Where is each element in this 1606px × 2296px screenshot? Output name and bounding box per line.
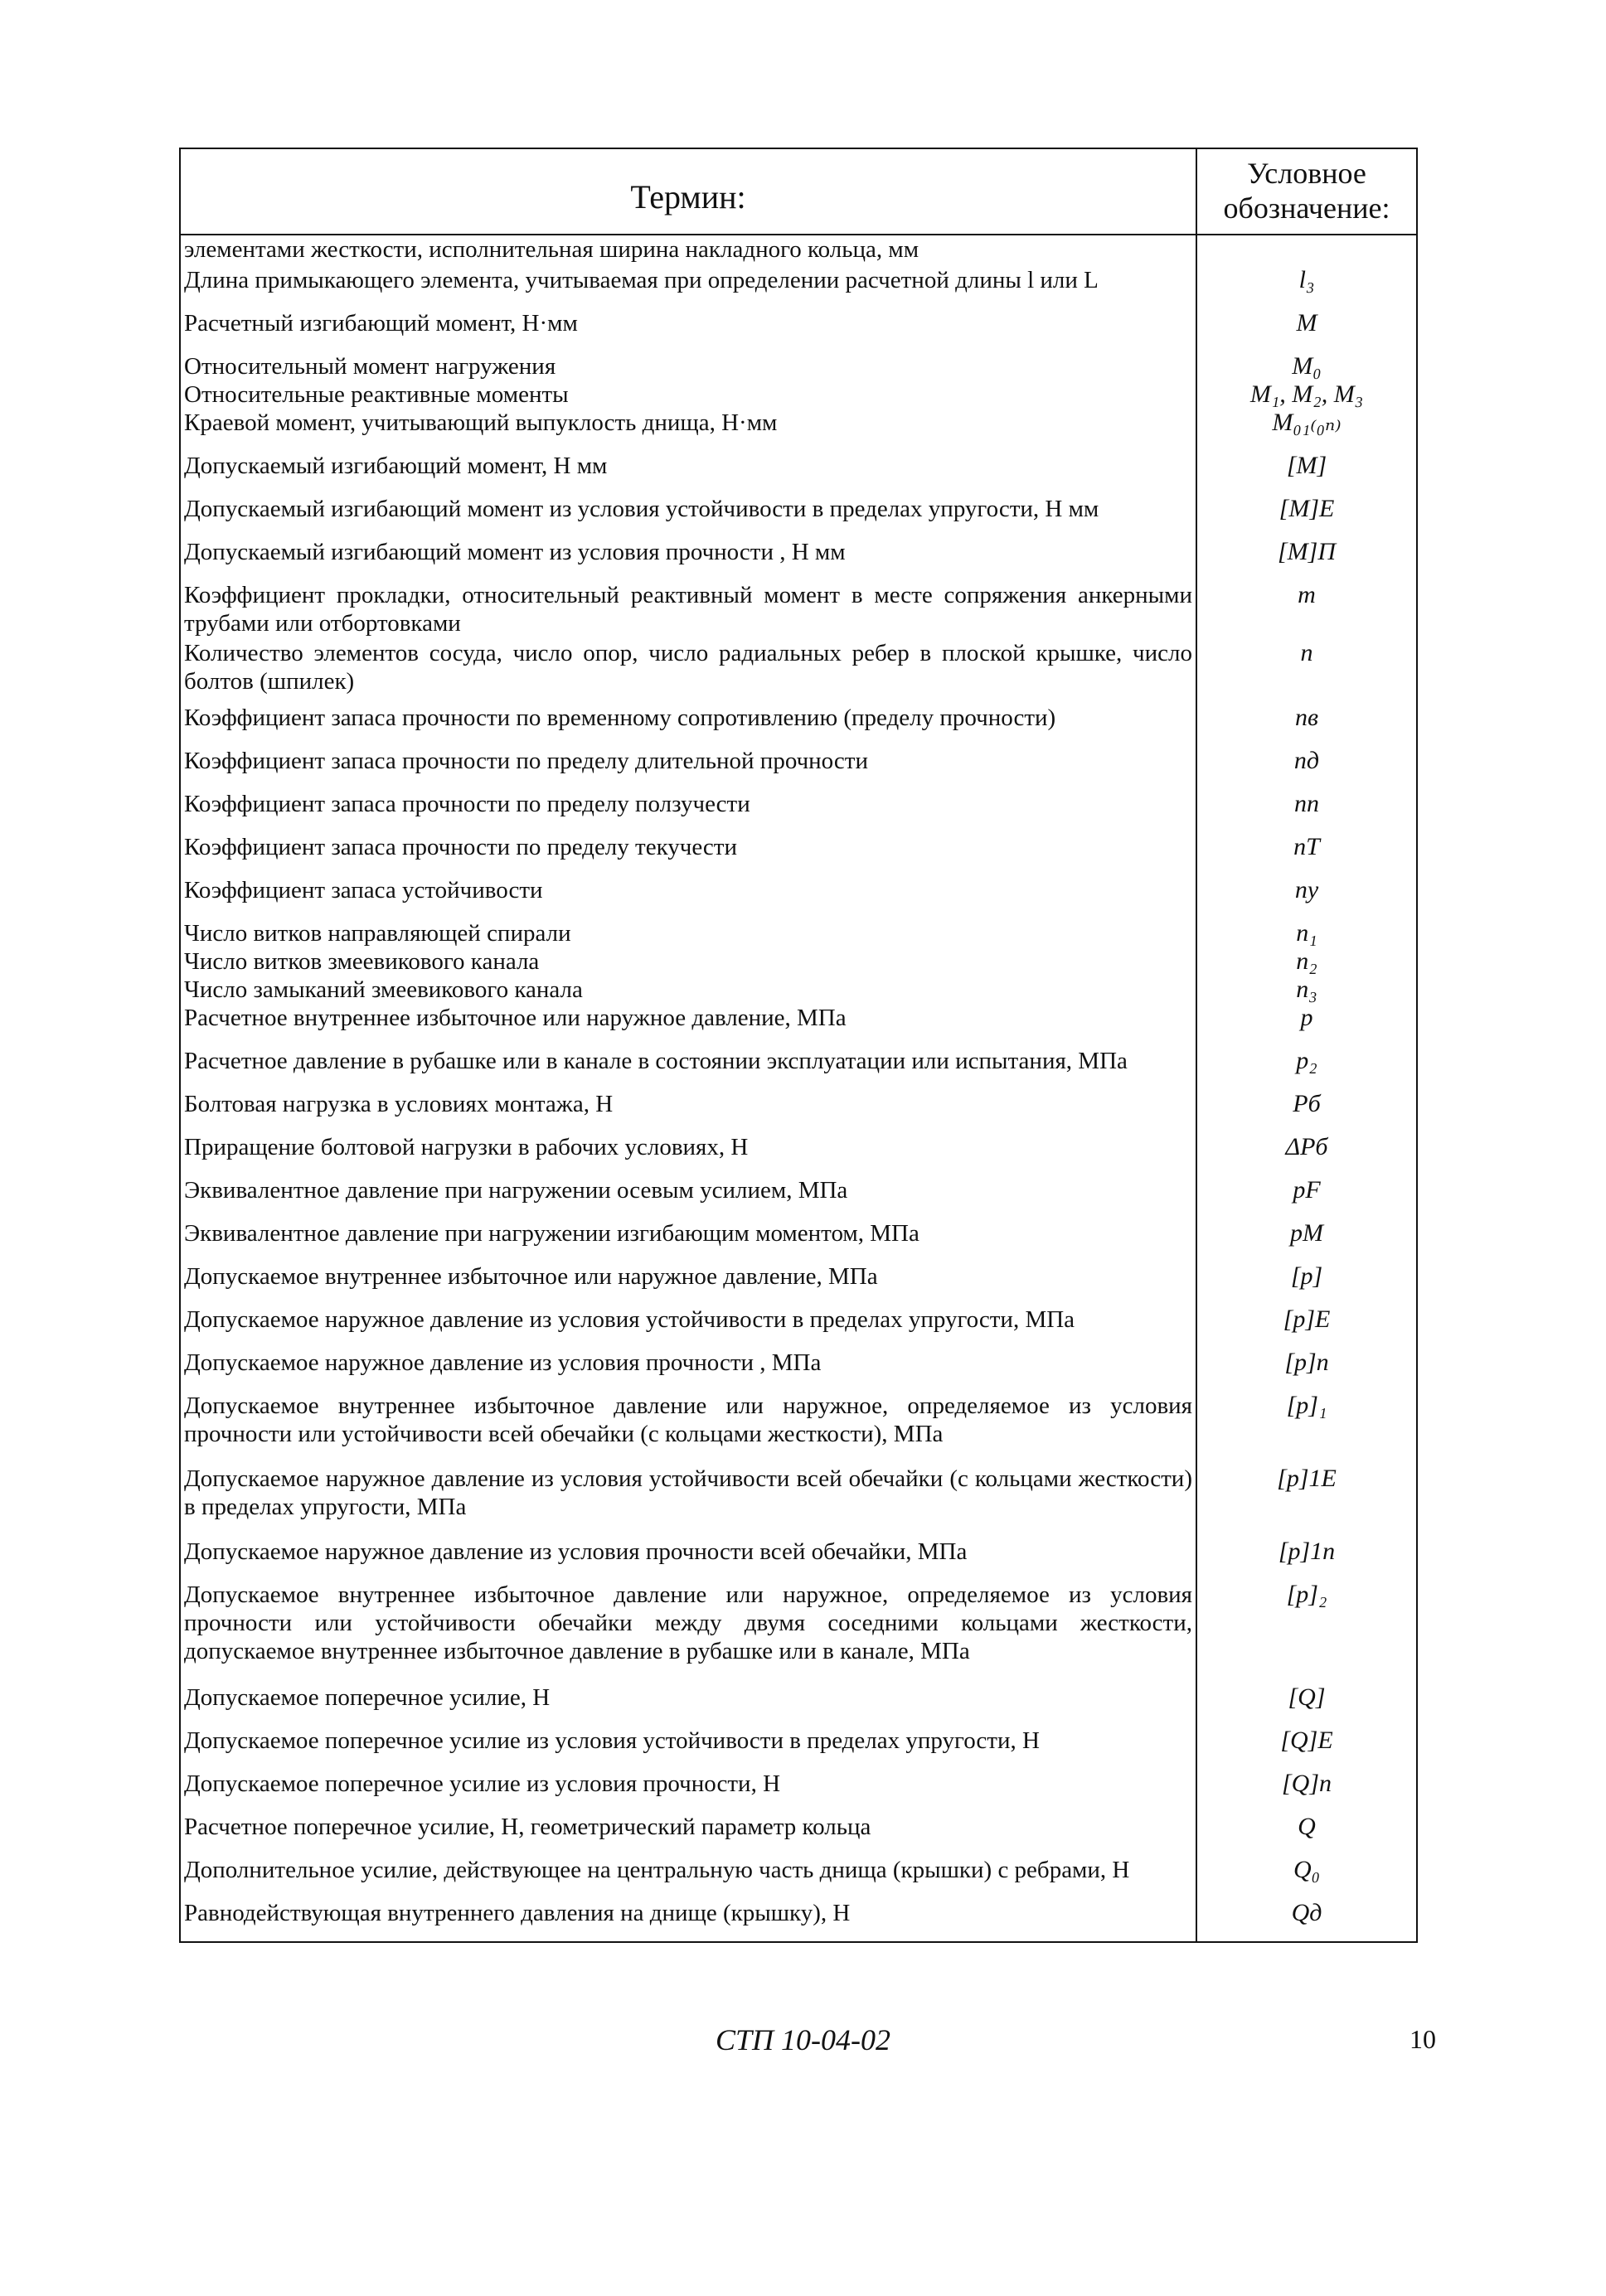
table-row [180, 1133, 1417, 1176]
table-row [180, 1349, 1417, 1392]
table-row [180, 495, 1417, 538]
table-row [180, 639, 1417, 704]
table-row [180, 409, 1417, 452]
document-code: СТП 10-04-02 [715, 2023, 890, 2056]
term-cell: Допускаемое внутреннее избыточное или наружное давление, МПа [180, 1262, 1196, 1305]
term-cell: Приращение болтовой нагрузки в рабочих условиях, Н [180, 1133, 1196, 1176]
symbol-cell: M₀ [1196, 352, 1417, 380]
header-symbol-line2: обозначение: [1223, 191, 1390, 225]
symbol-cell: [p] [1196, 1262, 1417, 1305]
symbol-cell: [Q] [1196, 1683, 1417, 1727]
symbol-cell: p [1196, 1004, 1417, 1047]
table-row [180, 1727, 1417, 1770]
symbol-cell: p₂ [1196, 1047, 1417, 1090]
table-row [180, 976, 1417, 1004]
table-row [180, 947, 1417, 976]
table-row [180, 1090, 1417, 1133]
term-cell: элементами жесткости, исполнительная ширина накладного кольца, мм [180, 235, 1196, 266]
symbol-cell: m [1196, 581, 1417, 639]
symbol-cell: M₀₁₍₀ₙ₎ [1196, 409, 1417, 452]
symbol-cell: nT [1196, 833, 1417, 876]
table-row [180, 1219, 1417, 1262]
table-row [180, 1392, 1417, 1465]
symbol-cell: [p]₂ [1196, 1581, 1417, 1683]
table-row [180, 538, 1417, 581]
table-row [180, 704, 1417, 747]
symbol-cell: n₂ [1196, 947, 1417, 976]
symbol-cell: Pб [1196, 1090, 1417, 1133]
term-cell: Коэффициент запаса прочности по пределу текучести [180, 833, 1196, 876]
term-cell: Число замыканий змеевикового канала [180, 976, 1196, 1004]
table-row [180, 1047, 1417, 1090]
table-row [180, 1899, 1417, 1942]
symbol-cell: M₁, M₂, M₃ [1196, 380, 1417, 409]
table-body [180, 235, 1417, 1942]
term-cell: Краевой момент, учитывающий выпуклость днища, Н·мм [180, 409, 1196, 452]
term-cell: Расчетный изгибающий момент, Н·мм [180, 309, 1196, 352]
term-cell: Длина примыкающего элемента, учитываемая при определении расчетной длины l или L [180, 266, 1196, 309]
table-row [180, 266, 1417, 309]
symbol-cell: Qд [1196, 1899, 1417, 1942]
term-cell: Число витков змеевикового канала [180, 947, 1196, 976]
symbol-cell: [M]П [1196, 538, 1417, 581]
term-cell: Равнодействующая внутреннего давления на днище (крышку), Н [180, 1899, 1196, 1942]
header-symbol-line1: Условное [1247, 157, 1366, 190]
symbol-cell: [M] [1196, 452, 1417, 495]
term-cell: Относительный момент нагружения [180, 352, 1196, 380]
term-cell: Число витков направляющей спирали [180, 919, 1196, 947]
table-row [180, 747, 1417, 790]
term-cell: Расчетное поперечное усилие, Н, геометрический параметр кольца [180, 1813, 1196, 1856]
term-cell: Допускаемый изгибающий момент, Н мм [180, 452, 1196, 495]
symbol-cell: n₁ [1196, 919, 1417, 947]
term-cell: Эквивалентное давление при нагружении осевым усилием, МПа [180, 1176, 1196, 1219]
symbol-cell: pM [1196, 1219, 1417, 1262]
term-cell: Коэффициент прокладки, относительный реактивный момент в месте сопряжения анкерными трубами или отбортовками [180, 581, 1196, 639]
symbol-cell: n₃ [1196, 976, 1417, 1004]
term-cell: Допускаемое наружное давление из условия устойчивости всей обечайки (с кольцами жесткости) в пределах упругости, МПа [180, 1465, 1196, 1538]
symbol-cell: ΔPб [1196, 1133, 1417, 1176]
table-row [180, 1856, 1417, 1899]
table-row [180, 1538, 1417, 1581]
table-row [180, 790, 1417, 833]
term-cell: Допускаемый изгибающий момент из условия устойчивости в пределах упругости, Н мм [180, 495, 1196, 538]
term-cell: Допускаемое поперечное усилие из условия устойчивости в пределах упругости, Н [180, 1727, 1196, 1770]
term-cell: Допускаемое наружное давление из условия устойчивости в пределах упругости, МПа [180, 1305, 1196, 1349]
term-cell: Дополнительное усилие, действующее на центральную часть днища (крышки) с ребрами, Н [180, 1856, 1196, 1899]
table-row [180, 919, 1417, 947]
symbol-cell: nу [1196, 876, 1417, 919]
symbol-cell: M [1196, 309, 1417, 352]
term-cell: Допускаемое наружное давление из условия прочности , МПа [180, 1349, 1196, 1392]
table-row [180, 352, 1417, 380]
term-cell: Допускаемое внутреннее избыточное давление или наружное, определяемое из условия прочности или устойчивости всей обечайки (с кольцами жесткости), МПа [180, 1392, 1196, 1465]
symbol-cell: l₃ [1196, 266, 1417, 309]
page-number: 10 [1409, 2024, 1436, 2054]
symbol-cell: nп [1196, 790, 1417, 833]
term-cell: Коэффициент запаса прочности по временному сопротивлению (пределу прочности) [180, 704, 1196, 747]
term-cell: Относительные реактивные моменты [180, 380, 1196, 409]
header-term: Термин: [180, 148, 1196, 235]
symbol-cell: [p]E [1196, 1305, 1417, 1349]
term-cell: Допускаемое поперечное усилие из условия прочности, Н [180, 1770, 1196, 1813]
term-cell: Эквивалентное давление при нагружении изгибающим моментом, МПа [180, 1219, 1196, 1262]
symbol-cell: n [1196, 639, 1417, 704]
symbol-cell: nв [1196, 704, 1417, 747]
table-row [180, 235, 1417, 266]
symbol-cell: [p]1п [1196, 1538, 1417, 1581]
table-row [180, 1262, 1417, 1305]
symbol-cell: [Q]E [1196, 1727, 1417, 1770]
symbol-cell: pF [1196, 1176, 1417, 1219]
term-cell: Допускаемый изгибающий момент из условия прочности , Н мм [180, 538, 1196, 581]
header-symbol [1196, 148, 1417, 235]
term-cell: Расчетное внутреннее избыточное или наружное давление, МПа [180, 1004, 1196, 1047]
symbol-cell: [p]п [1196, 1349, 1417, 1392]
table-row [180, 876, 1417, 919]
symbol-cell: [M]E [1196, 495, 1417, 538]
symbol-cell: Q [1196, 1813, 1417, 1856]
symbol-cell: nд [1196, 747, 1417, 790]
table-row [180, 1683, 1417, 1727]
symbol-cell: [p]1E [1196, 1465, 1417, 1538]
table-row [180, 581, 1417, 639]
symbol-cell [1196, 235, 1417, 266]
table-row [180, 833, 1417, 876]
table-row [180, 380, 1417, 409]
symbol-cell: Q₀ [1196, 1856, 1417, 1899]
term-cell: Допускаемое поперечное усилие, Н [180, 1683, 1196, 1727]
terms-table [179, 148, 1418, 1943]
symbol-cell: [p]₁ [1196, 1392, 1417, 1465]
table-row [180, 1305, 1417, 1349]
term-cell: Количество элементов сосуда, число опор, число радиальных ребер в плоской крышке, число болтов (шпилек) [180, 639, 1196, 704]
table-row [180, 1813, 1417, 1856]
table-row [180, 1465, 1417, 1538]
table-row [180, 1770, 1417, 1813]
term-cell: Болтовая нагрузка в условиях монтажа, Н [180, 1090, 1196, 1133]
table-header-row [180, 148, 1417, 235]
table-row [180, 1581, 1417, 1683]
table-row [180, 452, 1417, 495]
table-row [180, 1004, 1417, 1047]
term-cell: Коэффициент запаса устойчивости [180, 876, 1196, 919]
symbol-cell: [Q]п [1196, 1770, 1417, 1813]
term-cell: Коэффициент запаса прочности по пределу длительной прочности [180, 747, 1196, 790]
table-row [180, 1176, 1417, 1219]
term-cell: Коэффициент запаса прочности по пределу ползучести [180, 790, 1196, 833]
table-row [180, 309, 1417, 352]
term-cell: Допускаемое наружное давление из условия прочности всей обечайки, МПа [180, 1538, 1196, 1581]
term-cell: Расчетное давление в рубашке или в канале в состоянии эксплуатации или испытания, МПа [180, 1047, 1196, 1090]
term-cell: Допускаемое внутреннее избыточное давление или наружное, определяемое из условия прочности или устойчивости обечайки между двумя соседними кольцами жесткости, допускаемое внутреннее избыточное давление в рубашке или в канале, МПа [180, 1581, 1196, 1683]
